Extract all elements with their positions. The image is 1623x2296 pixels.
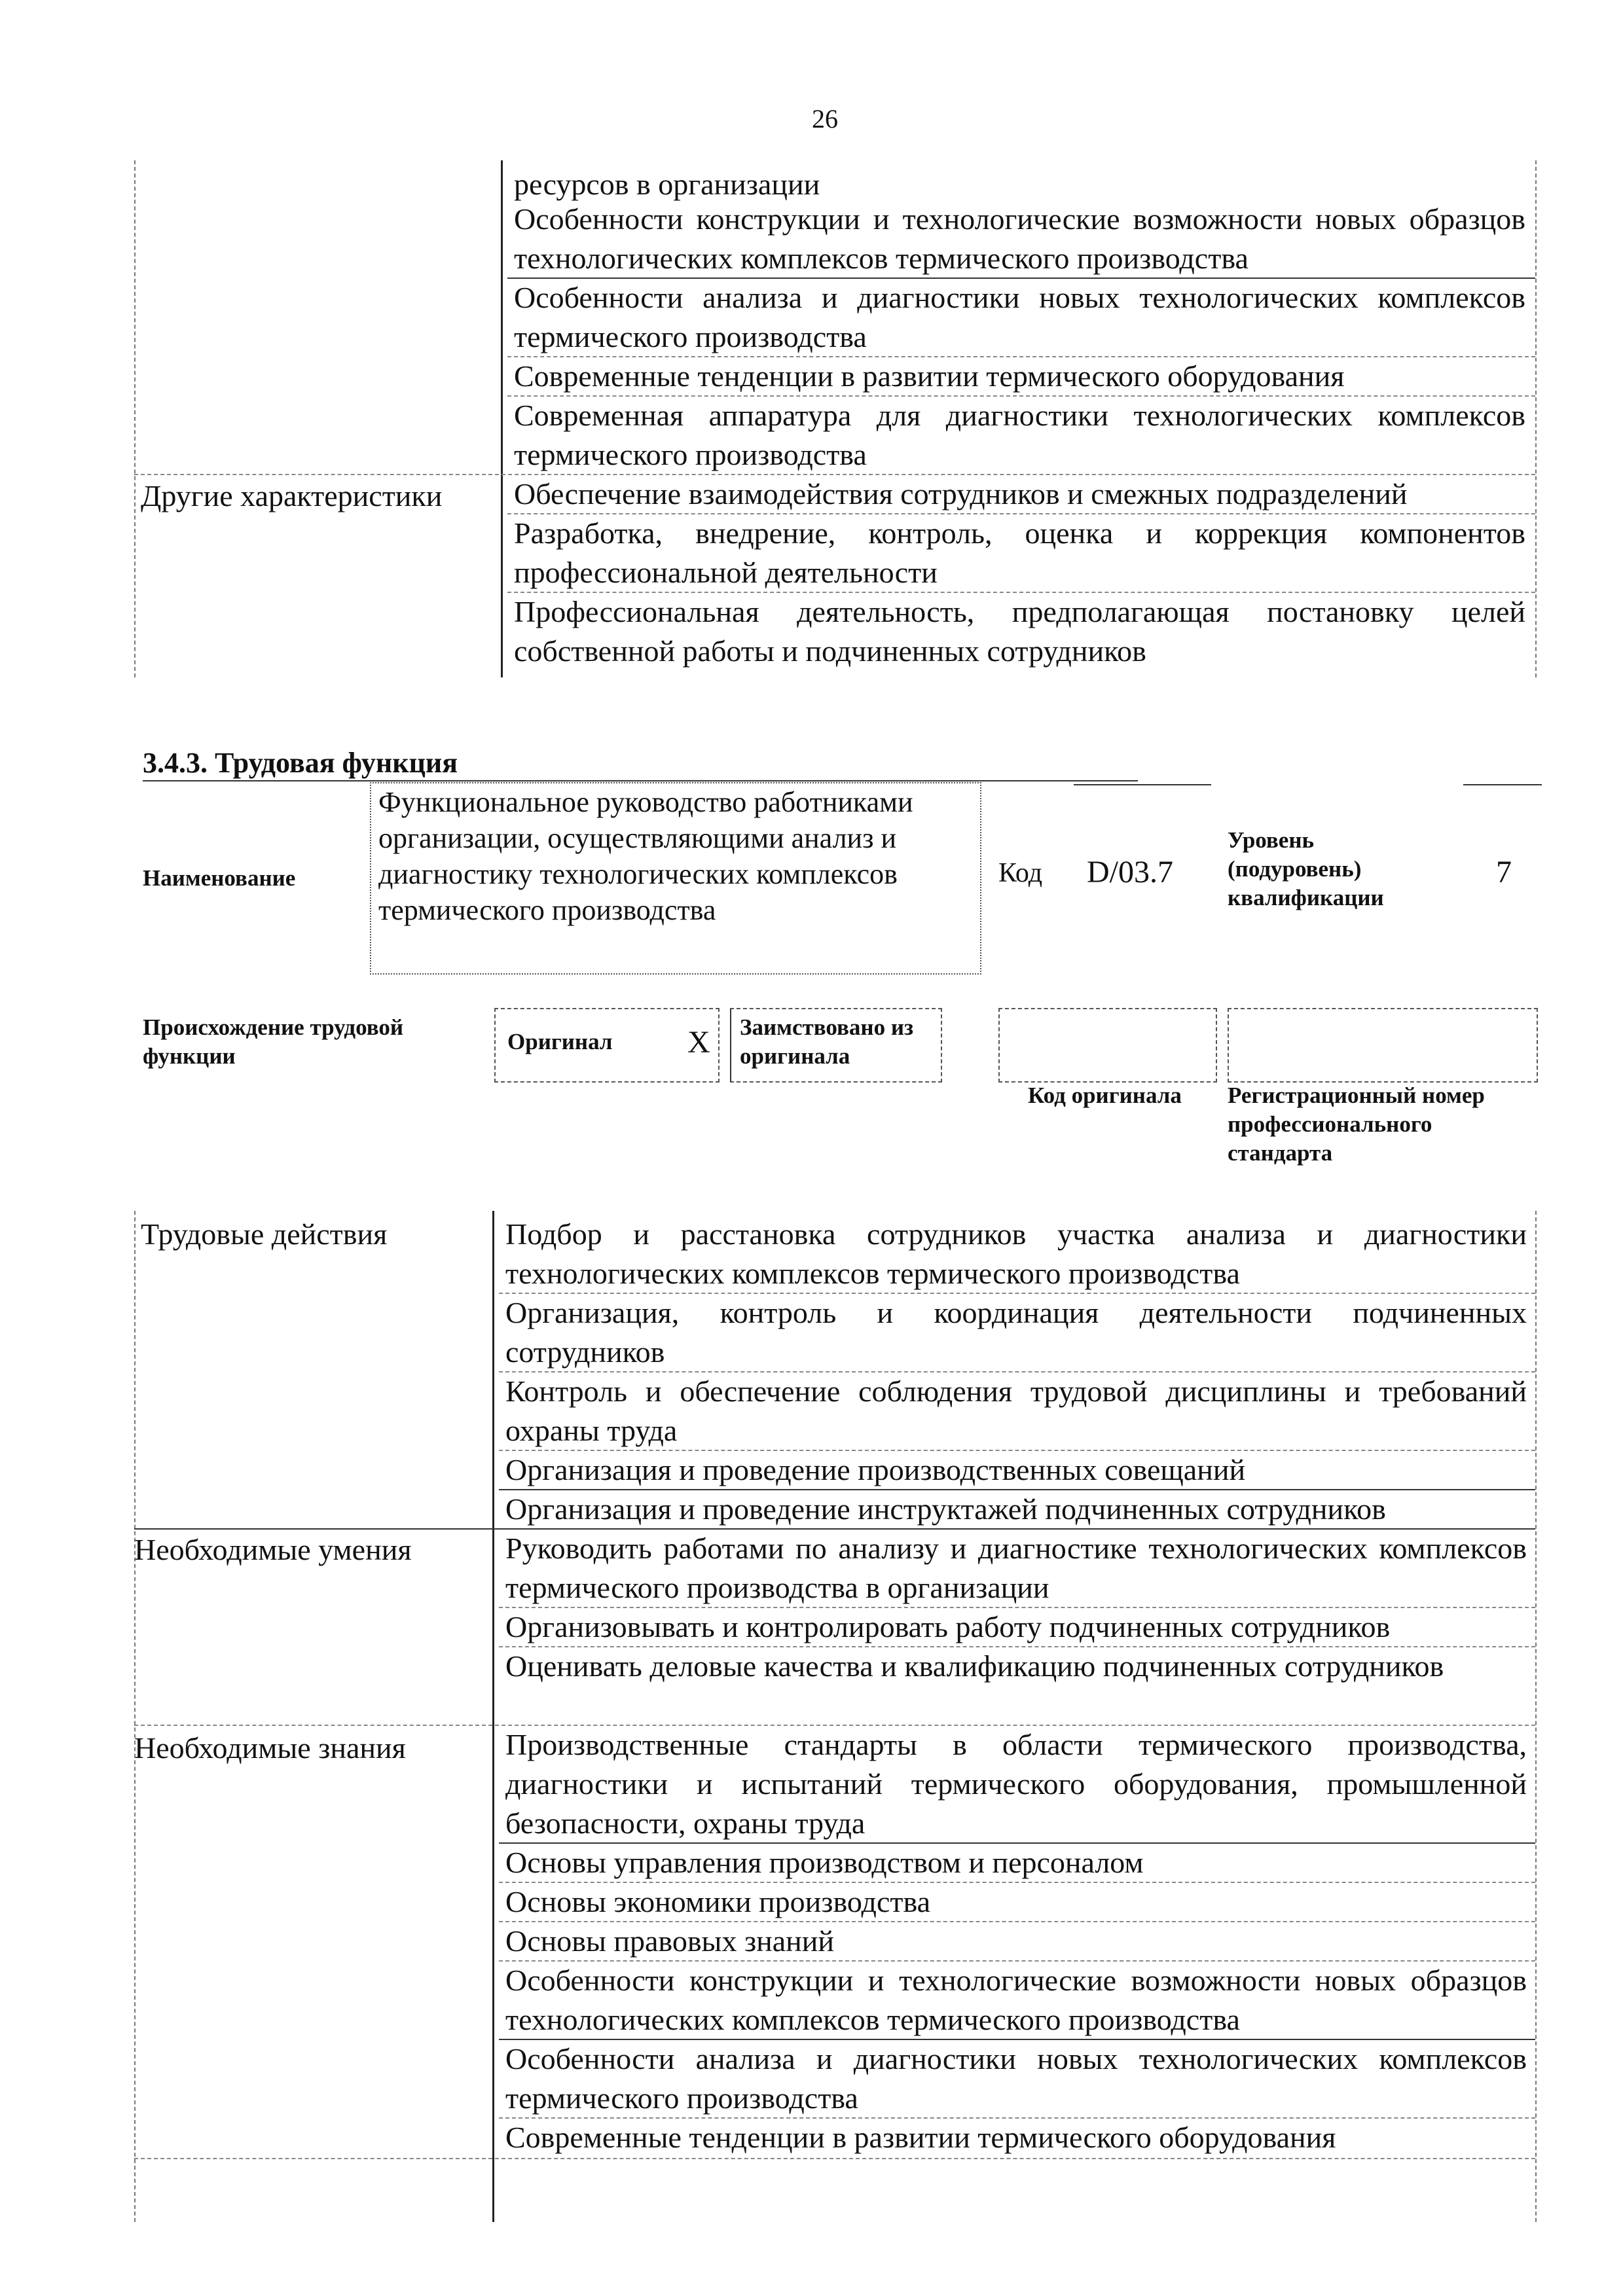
- name-label: Наименование: [143, 865, 296, 891]
- labor-function-name: Функциональное руководство работниками организации, осуществляющими анализ и диагностику технологических комплексов термического производства: [378, 786, 913, 926]
- page-number: 26: [812, 104, 838, 134]
- code-original-box: [998, 1008, 1217, 1083]
- code-original-label: Код оригинала: [1028, 1083, 1182, 1108]
- top-row-6: Разработка, внедрение, контроль, оценка и коррекция компонентов профессиональной деятельности: [514, 516, 1525, 589]
- level-label: Уровень (подуровень) квалификации: [1228, 827, 1384, 910]
- table-bottom-edge: [134, 2158, 1535, 2159]
- required-knowledge-0: Производственные стандарты в области термического производства, диагностики и испытаний термического оборудования, промышленной безопасности, охраны труда: [505, 1728, 1527, 1840]
- labor-action-0: Подбор и расстановка сотрудников участка анализа и диагностики технологических комплексов термического производства: [505, 1217, 1527, 1290]
- labor-action-3: Организация и проведение производственных совещаний: [505, 1453, 1246, 1486]
- code-value: D/03.7: [1087, 855, 1173, 889]
- required-knowledge-2: Основы экономики производства: [505, 1885, 931, 1918]
- top-table-divider: [501, 160, 503, 677]
- top-table-right-edge: [1535, 160, 1537, 677]
- reg-number-box: [1228, 1008, 1538, 1083]
- top-row-2: Особенности анализа и диагностики новых технологических комплексов термического производства: [514, 281, 1525, 353]
- section-title: 3.4.3. Трудовая функция: [143, 747, 458, 779]
- top-table-left-edge: [134, 160, 136, 677]
- required-skill-0: Руководить работами по анализу и диагностике технологических комплексов термического производства в организации: [505, 1532, 1527, 1604]
- bottom-table-divider: [492, 1211, 494, 2222]
- required-knowledge-3: Основы правовых знаний: [505, 1924, 835, 1958]
- required-knowledge-1: Основы управления производством и персоналом: [505, 1846, 1144, 1879]
- bottom-table-left-edge: [134, 1211, 136, 2222]
- top-row-5: Обеспечение взаимодействия сотрудников и смежных подразделений: [514, 477, 1408, 511]
- top-row-3: Современные тенденции в развитии термического оборудования: [514, 359, 1345, 393]
- section-title-underline: [1463, 784, 1542, 785]
- labor-action-4: Организация и проведение инструктажей подчиненных сотрудников: [505, 1492, 1386, 1526]
- origin-label: Происхождение трудовой функции: [143, 1014, 404, 1069]
- top-row-4: Современная аппаратура для диагностики технологических комплексов термического производства: [514, 399, 1525, 471]
- labor-action-2: Контроль и обеспечение соблюдения трудовой дисциплины и требований охраны труда: [505, 1374, 1527, 1447]
- required-knowledge-label: Необходимые знания: [134, 1731, 406, 1765]
- section-title-underline: [1074, 784, 1211, 785]
- required-skills-label: Необходимые умения: [134, 1533, 412, 1566]
- labor-action-1: Организация, контроль и координация деятельности подчиненных сотрудников: [505, 1296, 1527, 1369]
- section-title-underline: [143, 780, 1138, 781]
- original-mark: X: [687, 1025, 710, 1060]
- borrowed-label: Заимствовано из оригинала: [740, 1014, 914, 1069]
- top-row-7: Профессиональная деятельность, предполагающая постановку целей собственной работы и подчиненных сотрудников: [514, 595, 1525, 668]
- required-skill-2: Оценивать деловые качества и квалификацию подчиненных сотрудников: [505, 1649, 1444, 1683]
- bottom-table-right-edge: [1535, 1211, 1537, 2222]
- level-value: 7: [1496, 855, 1512, 889]
- top-row-0: ресурсов в организации: [514, 168, 820, 201]
- required-knowledge-4: Особенности конструкции и технологические возможности новых образцов технологических комплексов термического производства: [505, 1964, 1527, 2036]
- top-row-1: Особенности конструкции и технологические возможности новых образцов технологических комплексов термического производства: [514, 202, 1525, 275]
- original-label: Оригинал: [507, 1029, 613, 1054]
- required-knowledge-6: Современные тенденции в развитии термического оборудования: [505, 2121, 1336, 2154]
- other-characteristics-label: Другие характеристики: [141, 479, 443, 512]
- reg-number-label: Регистрационный номер профессионального стандарта: [1228, 1083, 1485, 1166]
- required-skill-1: Организовывать и контролировать работу подчиненных сотрудников: [505, 1610, 1391, 1643]
- code-label: Код: [998, 858, 1043, 888]
- labor-actions-label: Трудовые действия: [141, 1217, 388, 1251]
- required-knowledge-5: Особенности анализа и диагностики новых технологических комплексов термического производства: [505, 2042, 1527, 2115]
